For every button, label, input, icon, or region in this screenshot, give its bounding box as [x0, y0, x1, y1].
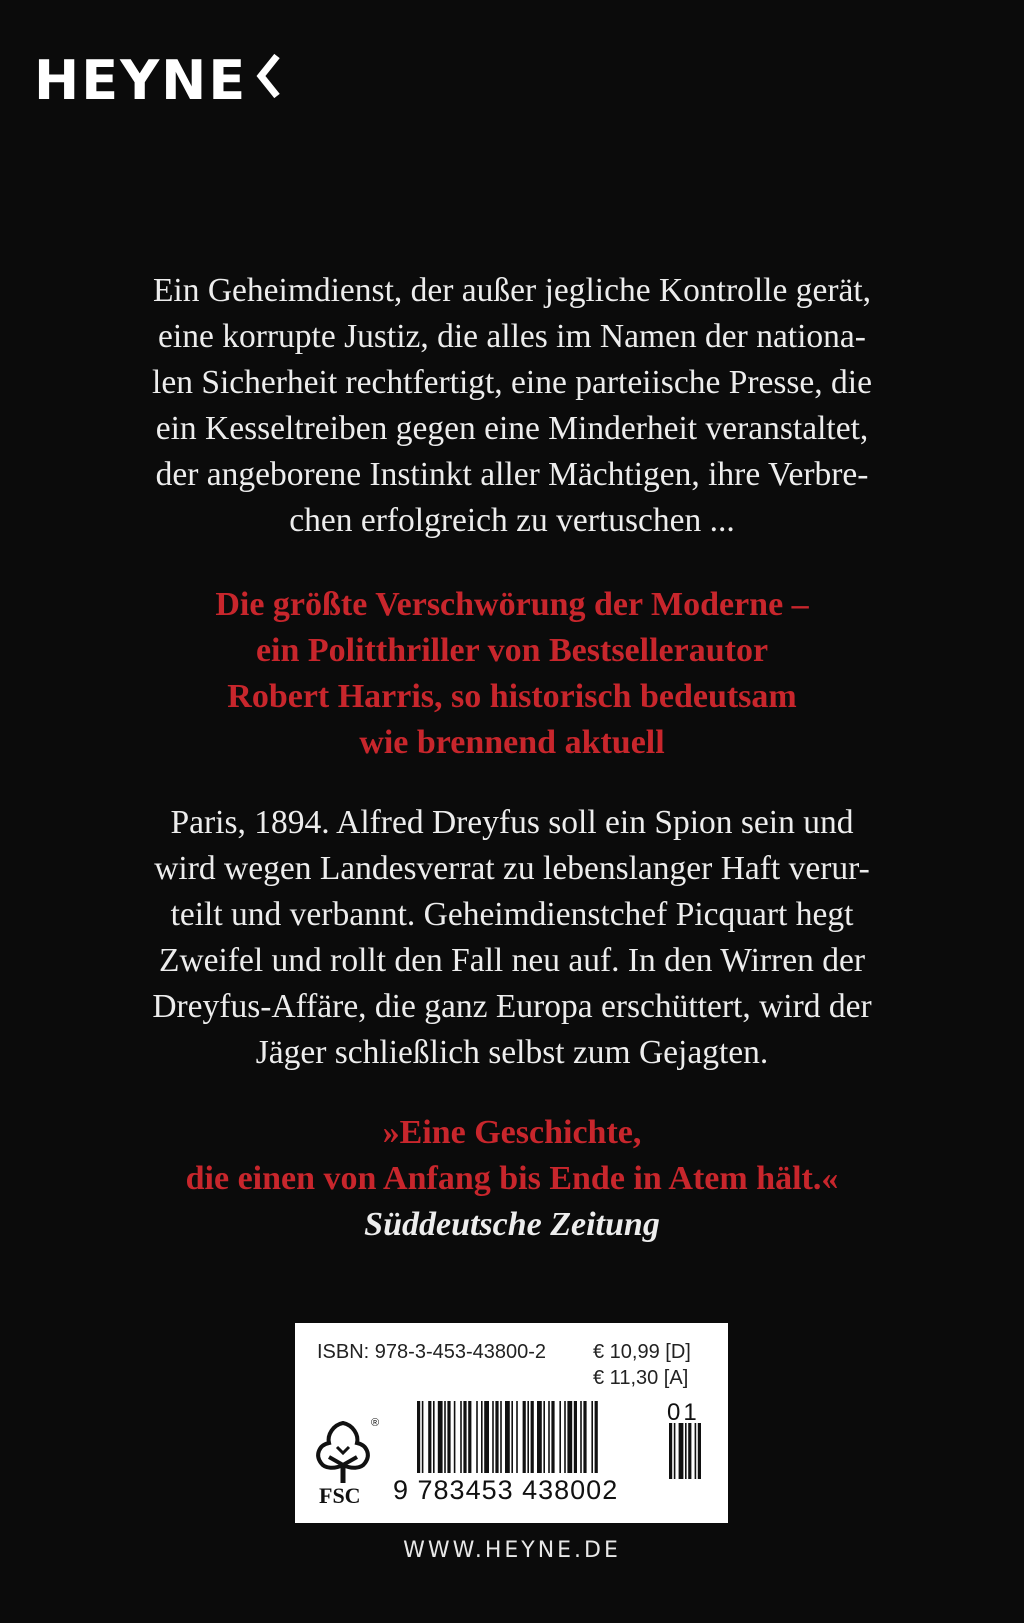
quote-line: »Eine Geschichte,: [382, 1114, 642, 1151]
tagline-line: ein Politthriller von Bestsellerautor: [255, 632, 769, 669]
price-germany: € 10,99 [D]: [593, 1341, 691, 1363]
isbn-number: ISBN: 978-3-453-43800-2: [317, 1341, 547, 1363]
publisher-logo: [34, 48, 281, 112]
blurb-line: ein Kesseltreiben gegen eine Minderheit veranstaltet,: [155, 410, 869, 447]
registered-mark: ®: [371, 1417, 380, 1429]
tagline: [122, 582, 902, 766]
synopsis-line: Paris, 1894. Alfred Dreyfus soll ein Spion sein und: [170, 804, 854, 841]
quote-line: die einen von Anfang bis Ende in Atem hält.«: [185, 1160, 839, 1197]
tagline-line: Die größte Verschwörung der Moderne –: [215, 586, 809, 623]
isbn-label: [295, 1323, 728, 1523]
tagline-line: wie brennend aktuell: [359, 724, 665, 761]
blurb-line: chen erfolgreich zu vertuschen ...: [289, 502, 735, 539]
logo-text: HEYNE: [34, 48, 248, 112]
tagline-line: Robert Harris, so historisch bedeutsam: [227, 678, 797, 715]
chevron-left-icon: [255, 52, 281, 109]
blurb-paragraph: [122, 268, 902, 544]
barcode-digits: 9 783453 438002: [393, 1475, 619, 1505]
synopsis-line: Jäger schließlich selbst zum Gejagten.: [255, 1034, 769, 1071]
blurb-line: Ein Geheimdienst, der außer jegliche Kontrolle gerät,: [152, 272, 872, 309]
barcode-icon: [417, 1401, 707, 1481]
website-url[interactable]: WWW.HEYNE.DE: [403, 1538, 621, 1563]
addon-digits: 01: [667, 1399, 700, 1426]
synopsis-line: teilt und verbannt. Geheimdienstchef Picquart hegt: [170, 896, 854, 933]
synopsis-line: wird wegen Landesverrat zu lebenslanger Haft verur-: [154, 850, 870, 887]
review-quote: [122, 1110, 902, 1248]
synopsis-paragraph: [122, 800, 902, 1076]
blurb-line: der angeborene Instinkt aller Mächtigen, ihre Verbre-: [155, 456, 869, 493]
blurb-line: eine korrupte Justiz, die alles im Namen der nationa-: [158, 318, 866, 355]
price-austria: € 11,30 [A]: [593, 1367, 689, 1389]
synopsis-line: Zweifel und rollt den Fall neu auf. In den Wirren der: [159, 942, 865, 979]
fsc-text: FSC: [319, 1483, 361, 1508]
quote-source: Süddeutsche Zeitung: [364, 1206, 660, 1243]
blurb-line: len Sicherheit rechtfertigt, eine parteiische Presse, die: [152, 364, 872, 401]
synopsis-line: Dreyfus-Affäre, die ganz Europa erschüttert, wird der: [152, 988, 872, 1025]
